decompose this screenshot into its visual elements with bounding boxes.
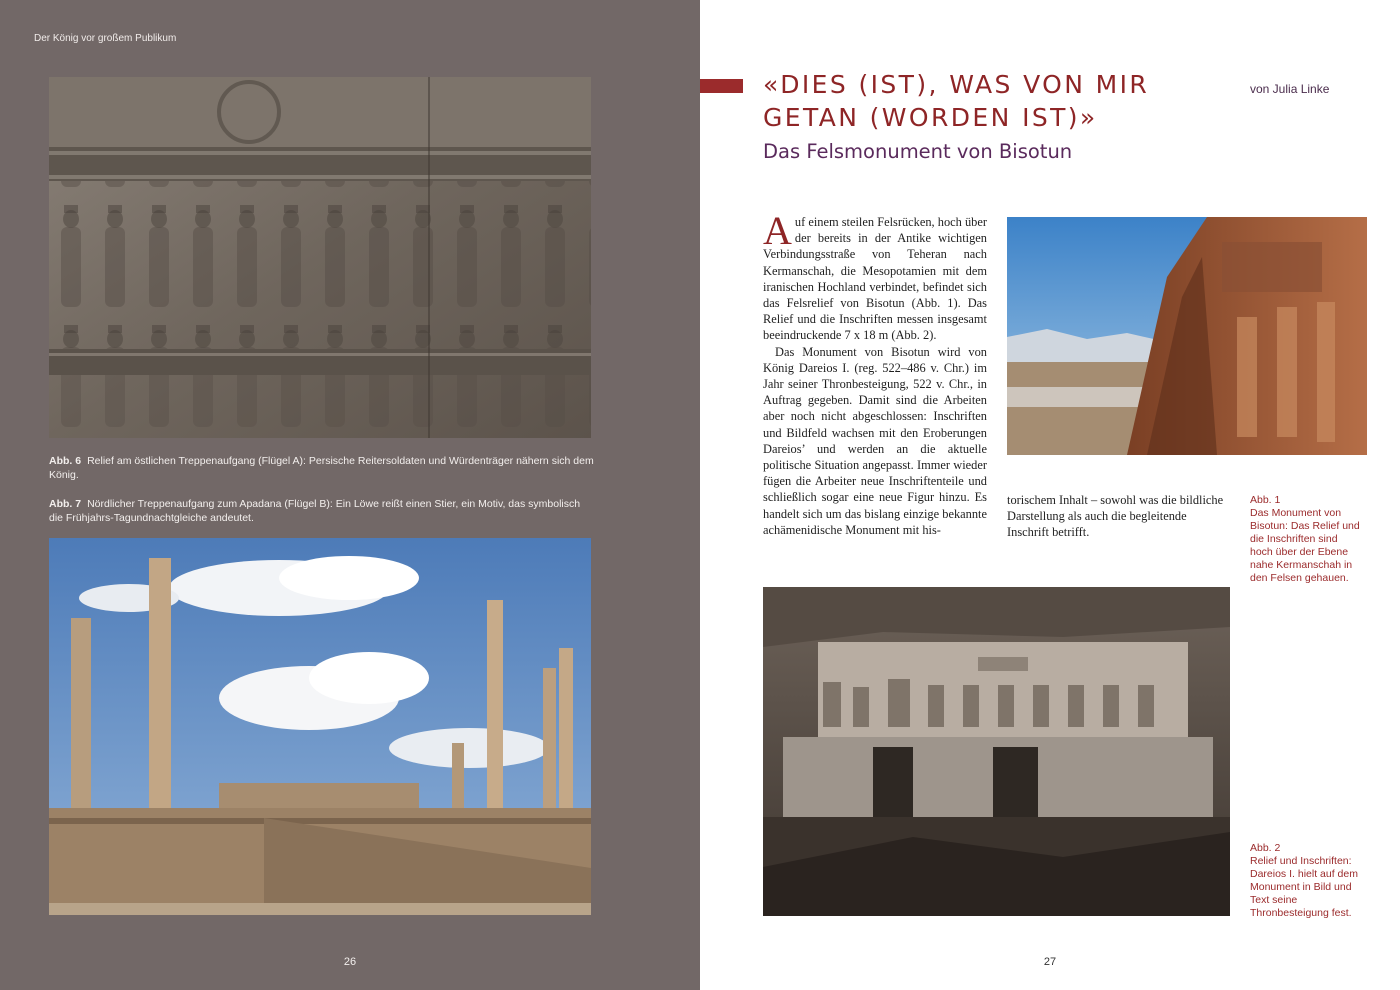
figure2-label: Abb. 2 (1250, 842, 1281, 854)
columns-photo-icon (49, 538, 591, 915)
body-column-2: torischem Inhalt – sowohl was die bildliche Darstellung als auch die begleitende Inschrift betrifft. (1007, 493, 1224, 540)
figure2-caption-text: Relief und Inschriften: Dareios I. hielt auf dem Monument in Bild und Text seine Thronbesteigung fest. (1250, 855, 1358, 919)
cliff-photo-icon (1007, 217, 1367, 455)
body-column-1 (763, 208, 987, 538)
drop-cap: A (763, 208, 792, 253)
cliff-photo (1007, 217, 1367, 455)
title-accent-bar (700, 79, 743, 93)
figure6-caption-text: Relief am östlichen Treppenaufgang (Flügel A): Persische Reitersoldaten und Würdenträger nähern sich dem König. (49, 455, 594, 481)
paragraph-1: uf einem steilen Felsrücken, hoch über der bereits in der Antike wichtigen Verbindungsstraße von Teheran nach Kermanschah, die Mesopotamien mit dem iranischen Hochland verbindet, befindet sich das Felsrelief von Bisotun (Abb. 1). Das Relief und die Inschriften messen insgesamt beeindruckende 7 x 18 m (Abb. 2). (763, 215, 987, 343)
page-number-right: 27 (1043, 956, 1057, 968)
figure6-label: Abb. 6 (49, 455, 82, 467)
figure7-caption (49, 497, 594, 525)
figure7-label: Abb. 7 (49, 498, 82, 510)
columns-photo (49, 538, 591, 915)
figure1-caption-text: Das Monument von Bisotun: Das Relief und die Inschriften sind hoch über der Ebene nahe Kermanschah in den Felsen gehauen. (1250, 507, 1360, 584)
figure7-caption-text: Nördlicher Treppenaufgang zum Apadana (Flügel B): Ein Löwe reißt einen Stier, ein Motiv, das symbolisch die Frühjahrs-Tagundnachtgleiche andeutet. (49, 498, 581, 524)
figure2-caption (1250, 842, 1360, 920)
relief-photo-icon (49, 77, 591, 438)
rock-relief-photo (763, 587, 1230, 916)
relief-photo (49, 77, 591, 438)
paragraph-2: Das Monument von Bisotun wird von König Dareios I. (reg. 522–486 v. Chr.) im Jahr seiner Thronbesteigung, 522 v. Chr., in Auftrag gegeben. Damit sind die Arbeiten aber noch nicht abgeschlossen: Inschriften und Bildfeld wachsen mit den Eroberungen Dareios’ und werden an die aktuelle politische Situation angepasst. Immer wieder fügen die Arbeiter neue Inschriftenteile und schließlich sogar eine neue Figur hinzu. Es handelt sich um das bislang einzige bekannte achämenidische Monument mit his- (763, 344, 987, 537)
rock-relief-photo-icon (763, 587, 1230, 916)
figure1-label: Abb. 1 (1250, 494, 1281, 506)
figure6-caption (49, 454, 594, 482)
running-head: Der König vor großem Publikum (34, 33, 177, 44)
article-title: «DIES (IST), WAS VON MIR GETAN (WORDEN IST)» (763, 70, 1150, 132)
article-subtitle: Das Felsmonument von Bisotun (763, 140, 1073, 163)
author: von Julia Linke (1250, 82, 1330, 96)
figure1-caption (1250, 494, 1360, 585)
page-number-left: 26 (343, 956, 357, 968)
